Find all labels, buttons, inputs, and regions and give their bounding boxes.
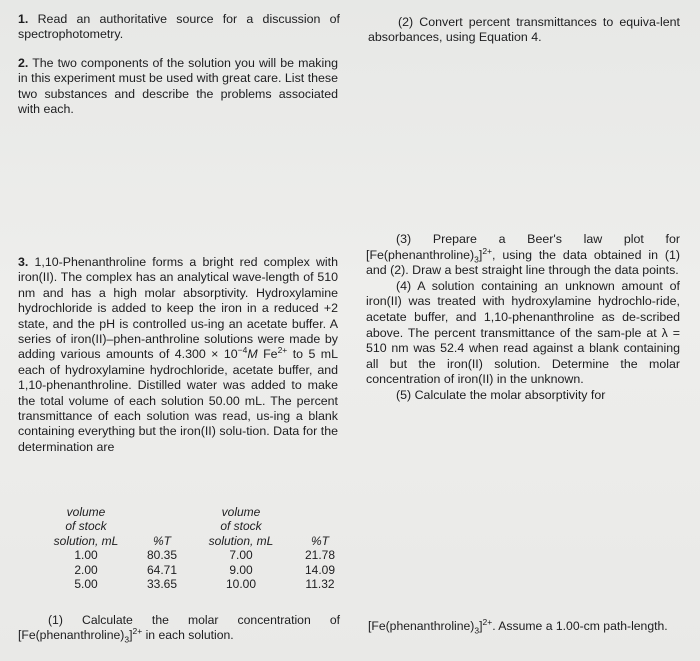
table-cell: 1.00 [74,548,98,563]
subquestion-2-text: Convert percent transmittances to equiva-lent absorbances, using Equation 4. [368,15,680,45]
header-percent-t-2: %T [311,533,329,548]
iron-charge: 2+ [277,345,288,356]
charge: 2+ [482,245,493,256]
charge: 2+ [482,616,493,627]
iron-symbol: Fe [257,347,278,362]
question-3-number: 3. [18,255,29,269]
bracket: ] [478,247,483,262]
exponent: −4 [237,345,248,356]
subquestion-3 [366,232,680,279]
question-3 [18,255,338,455]
table-cell: 11.32 [305,577,335,592]
subscript: 3 [474,625,480,636]
header-volume-2: volume of stock solution, mL [208,505,274,548]
subquestion-3-tail: , using the data obtained in (1) and (2). Draw a best straight line through the data points. [366,247,680,278]
question-2 [18,56,338,118]
subquestion-4-label: (4) [396,278,412,293]
subquestions-3-to-5 [366,232,680,404]
table-cell: 5.00 [74,577,98,592]
table-cell: 7.00 [229,548,253,563]
table-cell: 21.78 [304,548,336,563]
subquestion-2 [368,15,680,46]
table-cell: 10.00 [225,577,257,592]
table-row [40,577,350,591]
subquestion-1-label: (1) [48,613,63,627]
subscript: 3 [124,634,130,645]
subquestion-2-label: (2) [398,15,414,29]
table-cell: 2.00 [74,562,98,577]
bracket: ] [479,619,483,633]
table-row [40,548,350,562]
data-table [40,505,350,591]
subquestion-4 [366,279,680,388]
table-cell: 64.71 [146,562,178,577]
header-percent-t-1: %T [153,533,171,548]
table-cell: 33.65 [146,577,178,592]
subquestion-5-text: Calculate the molar absorptivity for [414,387,606,402]
question-2-number: 2. [18,56,29,70]
header-volume-1: volume of stock solution, mL [53,505,119,548]
subquestion-5-cont-tail: . Assume a 1.00-cm path-length. [492,619,668,633]
question-3-text-part2: to 5 mL each of hydroxylamine hydrochloride, acetate buffer, and 1,10-phenanthroline. Distilled water was added to make the total volume of each solution 50.00 mL. The percent transmittance of each solution was read, us-ing a blank containing everything but the iron(II) solu-tion. Data for the determination are [18,347,338,454]
question-1 [18,12,340,43]
subquestion-4-text: A solution containing an unknown amount of iron(II) was treated with hydroxylamine hydrochlo-ride, acetate buffer, and 1,10-phenanthroline as de-scribed above. The percent transmittance of the sam-ple at λ = 510 nm was 52.4 when read against a blank containing all but the iron(II) solution. Determine the molar concentration of iron(II) in the unknown. [366,278,680,387]
molar-unit: M [247,347,258,362]
table-cell: 80.35 [146,548,178,563]
question-3-text-part1: 1,10-Phenanthroline forms a bright red complex with iron(II). The complex has an analytical wave-length of 510 nm and has a high molar absorptivity. Hydroxylamine hydrochloride is added to keep the iron in a reduced +2 state, and the pH is controlled us-ing an acetate buffer. A series of iron(II)–phen-anthroline solutions were made by adding various amounts of 4.300 × 10 [18,255,339,362]
table-cell: 9.00 [229,562,253,577]
charge: 2+ [132,625,143,636]
question-1-text: Read an authoritative source for a discussion of spectrophotometry. [18,12,340,42]
subquestion-5-continuation [368,616,680,636]
table-row [40,563,350,577]
subquestion-5-label: (5) [396,387,412,402]
subquestion-5 [366,388,680,404]
table-header-row [40,505,350,548]
subquestion-1 [18,613,340,643]
subquestion-1-tail: in each solution. [142,628,234,642]
question-2-text: The two components of the solution you will be making in this experiment must be used with great care. List these two substances and describe the problems associated with each. [18,56,339,117]
subquestion-5-cont-text: [Fe(phenanthroline) [368,619,475,633]
subquestion-3-label: (3) [396,232,412,246]
question-1-number: 1. [18,12,29,26]
subquestion-3-text: Prepare a Beer's law plot for [Fe(phenanthroline) [366,232,680,262]
table-cell: 14.09 [304,562,336,577]
subquestion-1-text: Calculate the molar concentration of [Fe(phenanthroline) [18,613,340,642]
bracket: ] [129,628,133,642]
subscript: 3 [474,254,479,265]
